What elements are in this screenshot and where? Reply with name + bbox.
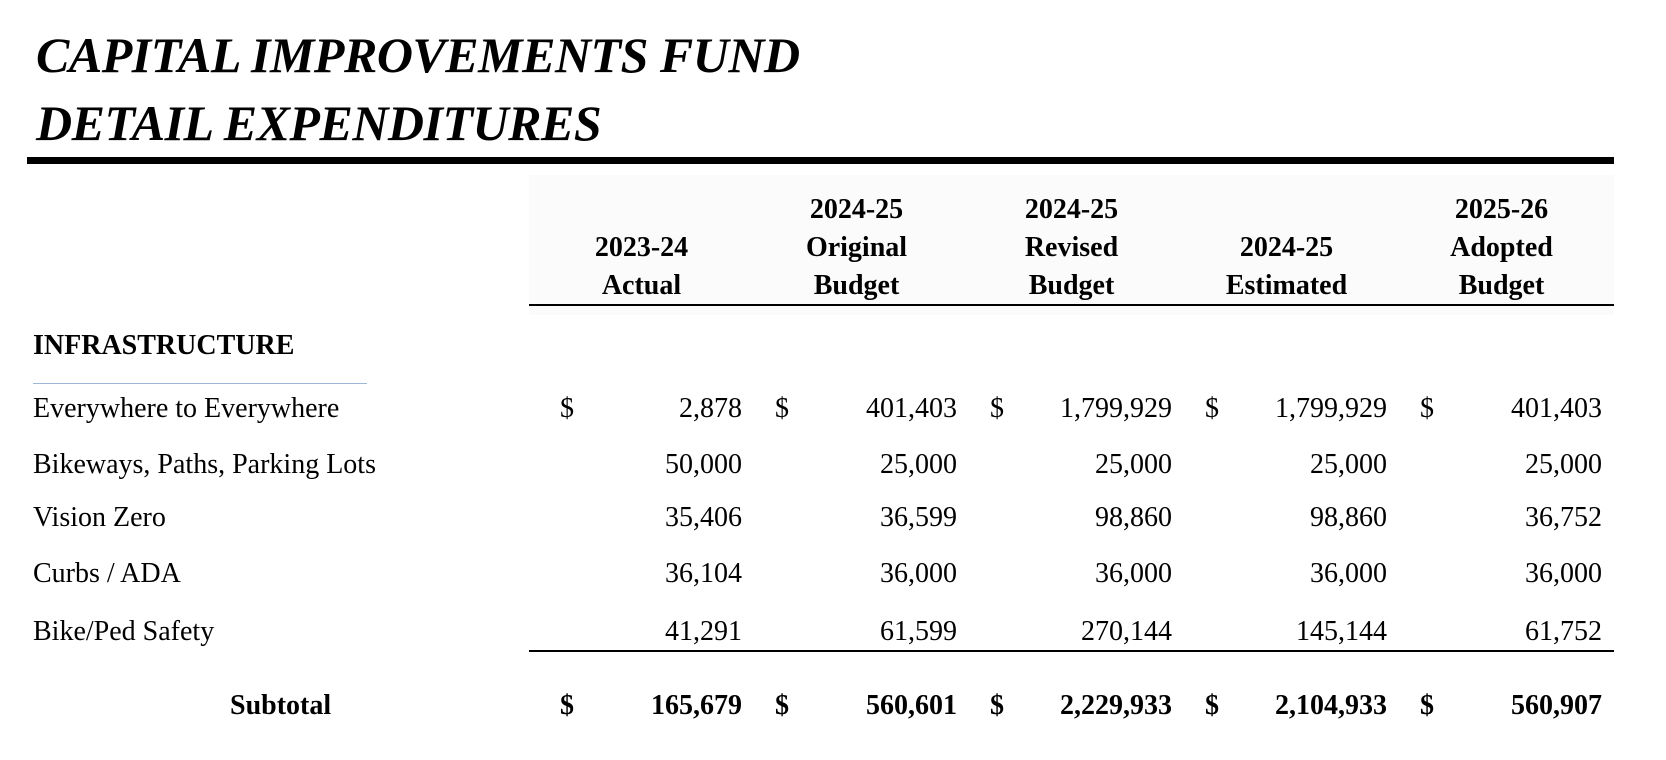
- row-label-curbs-ada: Curbs / ADA: [33, 558, 181, 589]
- column-header-line: 2024-25: [809, 194, 904, 225]
- value-cell: 270,144: [1081, 616, 1172, 647]
- column-header-line: Adopted: [1450, 232, 1553, 263]
- section-underline: [33, 383, 367, 384]
- currency-symbol: $: [1205, 393, 1219, 424]
- column-header-line: 2023-24: [594, 232, 689, 263]
- value-cell: 61,752: [1525, 616, 1602, 647]
- column-header-line: Original: [805, 232, 908, 263]
- value-cell: 36,104: [665, 558, 742, 589]
- subtotal-label: Subtotal: [230, 690, 332, 721]
- value-cell: 2,878: [679, 393, 742, 424]
- value-cell: 50,000: [665, 449, 742, 480]
- value-cell: 25,000: [1095, 449, 1172, 480]
- column-header-line: 2025-26: [1454, 194, 1549, 225]
- value-cell: 36,000: [1525, 558, 1602, 589]
- section-label-infrastructure: INFRASTRUCTURE: [33, 330, 295, 361]
- row-label-vision-zero: Vision Zero: [33, 502, 166, 533]
- subtotal-value-cell: 2,104,933: [1275, 690, 1387, 721]
- value-cell: 25,000: [880, 449, 957, 480]
- column-header-2025-26-adopted-budget: [1414, 190, 1589, 305]
- currency-symbol: $: [1420, 690, 1434, 721]
- currency-symbol: $: [775, 690, 789, 721]
- subtotal-value-cell: 560,601: [866, 690, 957, 721]
- column-header-2023-24-actual: [554, 190, 729, 305]
- currency-symbol: $: [990, 690, 1004, 721]
- currency-symbol: $: [560, 690, 574, 721]
- currency-symbol: $: [1420, 393, 1434, 424]
- column-header-line: Budget: [1028, 270, 1115, 301]
- column-header-line: 2024-25: [1024, 194, 1119, 225]
- value-cell: 98,860: [1310, 502, 1387, 533]
- value-cell: 35,406: [665, 502, 742, 533]
- currency-symbol: $: [560, 393, 574, 424]
- column-header-rule: [529, 304, 1614, 306]
- value-cell: 36,000: [1095, 558, 1172, 589]
- row-label-bike-ped-safety: Bike/Ped Safety: [33, 616, 215, 647]
- subtotal-rule: [529, 650, 1614, 652]
- title-divider: [27, 157, 1614, 164]
- column-header-line: Budget: [813, 270, 900, 301]
- value-cell: 1,799,929: [1275, 393, 1387, 424]
- value-cell: 61,599: [880, 616, 957, 647]
- value-cell: 41,291: [665, 616, 742, 647]
- value-cell: 401,403: [1511, 393, 1602, 424]
- value-cell: 36,000: [1310, 558, 1387, 589]
- value-cell: 25,000: [1525, 449, 1602, 480]
- column-header-line: Budget: [1458, 270, 1545, 301]
- value-cell: 98,860: [1095, 502, 1172, 533]
- column-header-2024-25-estimated: [1199, 190, 1374, 305]
- currency-symbol: $: [990, 393, 1004, 424]
- column-header-line: 2024-25: [1239, 232, 1334, 263]
- report-title-line2: DETAIL EXPENDITURES: [36, 95, 602, 151]
- column-header-2024-25-original-budget: [769, 190, 944, 305]
- value-cell: 401,403: [866, 393, 957, 424]
- currency-symbol: $: [775, 393, 789, 424]
- column-header-line: Actual: [601, 270, 682, 301]
- currency-symbol: $: [1205, 690, 1219, 721]
- row-label-everywhere-to-everywhere: Everywhere to Everywhere: [33, 393, 340, 424]
- column-header-line: Estimated: [1225, 270, 1348, 301]
- report-title-line1: CAPITAL IMPROVEMENTS FUND: [36, 27, 800, 83]
- value-cell: 145,144: [1296, 616, 1387, 647]
- subtotal-value-cell: 165,679: [651, 690, 742, 721]
- value-cell: 25,000: [1310, 449, 1387, 480]
- subtotal-value-cell: 560,907: [1511, 690, 1602, 721]
- row-label-bikeways-paths-parking-lots: Bikeways, Paths, Parking Lots: [33, 449, 376, 480]
- value-cell: 36,752: [1525, 502, 1602, 533]
- value-cell: 1,799,929: [1060, 393, 1172, 424]
- column-header-line: Revised: [1024, 232, 1119, 263]
- value-cell: 36,000: [880, 558, 957, 589]
- column-header-2024-25-revised-budget: [984, 190, 1159, 305]
- value-cell: 36,599: [880, 502, 957, 533]
- subtotal-value-cell: 2,229,933: [1060, 690, 1172, 721]
